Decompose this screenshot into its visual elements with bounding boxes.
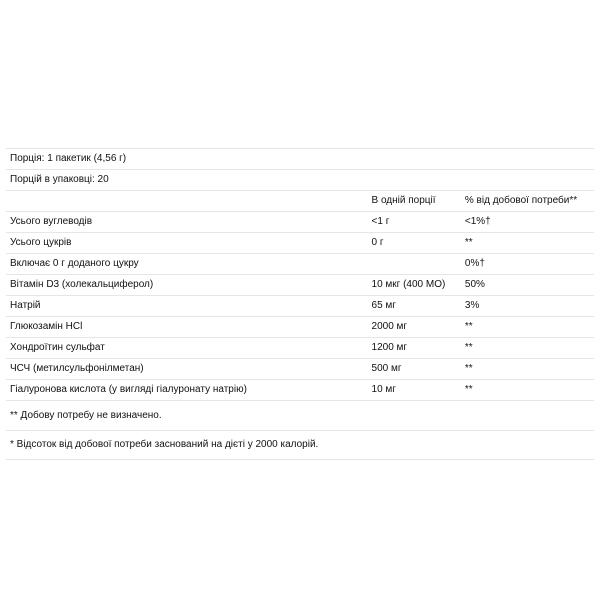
nutrient-daily-value: ** — [464, 363, 473, 374]
footnote-calorie-basis: * Відсоток від добової потреби заснований на дієті у 2000 калорій. — [10, 439, 319, 450]
table-row — [6, 274, 594, 295]
table-row — [6, 253, 594, 274]
nutrient-name: Гіалуронова кислота (у вигляді гіалуронату натрію) — [10, 384, 247, 395]
nutrient-name: ЧСЧ (метилсульфонілметан) — [10, 363, 144, 374]
servings-per-container-row — [6, 169, 594, 190]
table-row — [6, 232, 594, 253]
table-row — [6, 295, 594, 316]
nutrient-name: Включає 0 г доданого цукру — [10, 258, 139, 269]
footnote-row — [6, 400, 594, 430]
footnote-row — [6, 430, 594, 460]
nutrient-daily-value: 0%† — [464, 258, 485, 269]
nutrient-name: Усього цукрів — [10, 237, 72, 248]
table-row — [6, 316, 594, 337]
nutrient-amount: 10 мкг (400 МО) — [371, 279, 446, 290]
nutrient-daily-value: ** — [464, 321, 473, 332]
nutrient-name: Натрій — [10, 300, 41, 311]
nutrient-daily-value: 3% — [464, 300, 480, 311]
table-header-row — [6, 190, 594, 211]
table-row — [6, 337, 594, 358]
nutrient-name: Усього вуглеводів — [10, 216, 93, 227]
nutrient-name: Хондроїтин сульфат — [10, 342, 105, 353]
servings-per-container: Порцій в упаковці: 20 — [10, 174, 109, 185]
nutrient-amount: 2000 мг — [371, 321, 408, 332]
nutrient-amount: 500 мг — [371, 363, 402, 374]
header-per-serving: В одній порції — [371, 195, 436, 206]
nutrient-amount: 0 г — [371, 237, 384, 248]
header-daily-value: % від добової потреби** — [464, 195, 578, 206]
table-row — [6, 379, 594, 400]
nutrient-daily-value: <1%† — [464, 216, 491, 227]
table-row — [6, 211, 594, 232]
nutrient-daily-value: ** — [464, 342, 473, 353]
supplement-facts-table — [6, 148, 594, 460]
nutrient-amount: <1 г — [371, 216, 390, 227]
serving-size-row — [6, 148, 594, 169]
nutrient-daily-value: ** — [464, 237, 473, 248]
table-row — [6, 358, 594, 379]
nutrient-daily-value: 50% — [464, 279, 485, 290]
nutrient-amount: 65 мг — [371, 300, 396, 311]
serving-size: Порція: 1 пакетик (4,56 г) — [10, 153, 127, 164]
nutrient-amount: 10 мг — [371, 384, 396, 395]
nutrient-daily-value: ** — [464, 384, 473, 395]
footnote-not-established: ** Добову потребу не визначено. — [10, 409, 162, 421]
nutrient-name: Глюкозамін HCl — [10, 321, 83, 332]
nutrient-name: Вітамін D3 (холекальциферол) — [10, 279, 154, 290]
nutrient-amount: 1200 мг — [371, 342, 408, 353]
